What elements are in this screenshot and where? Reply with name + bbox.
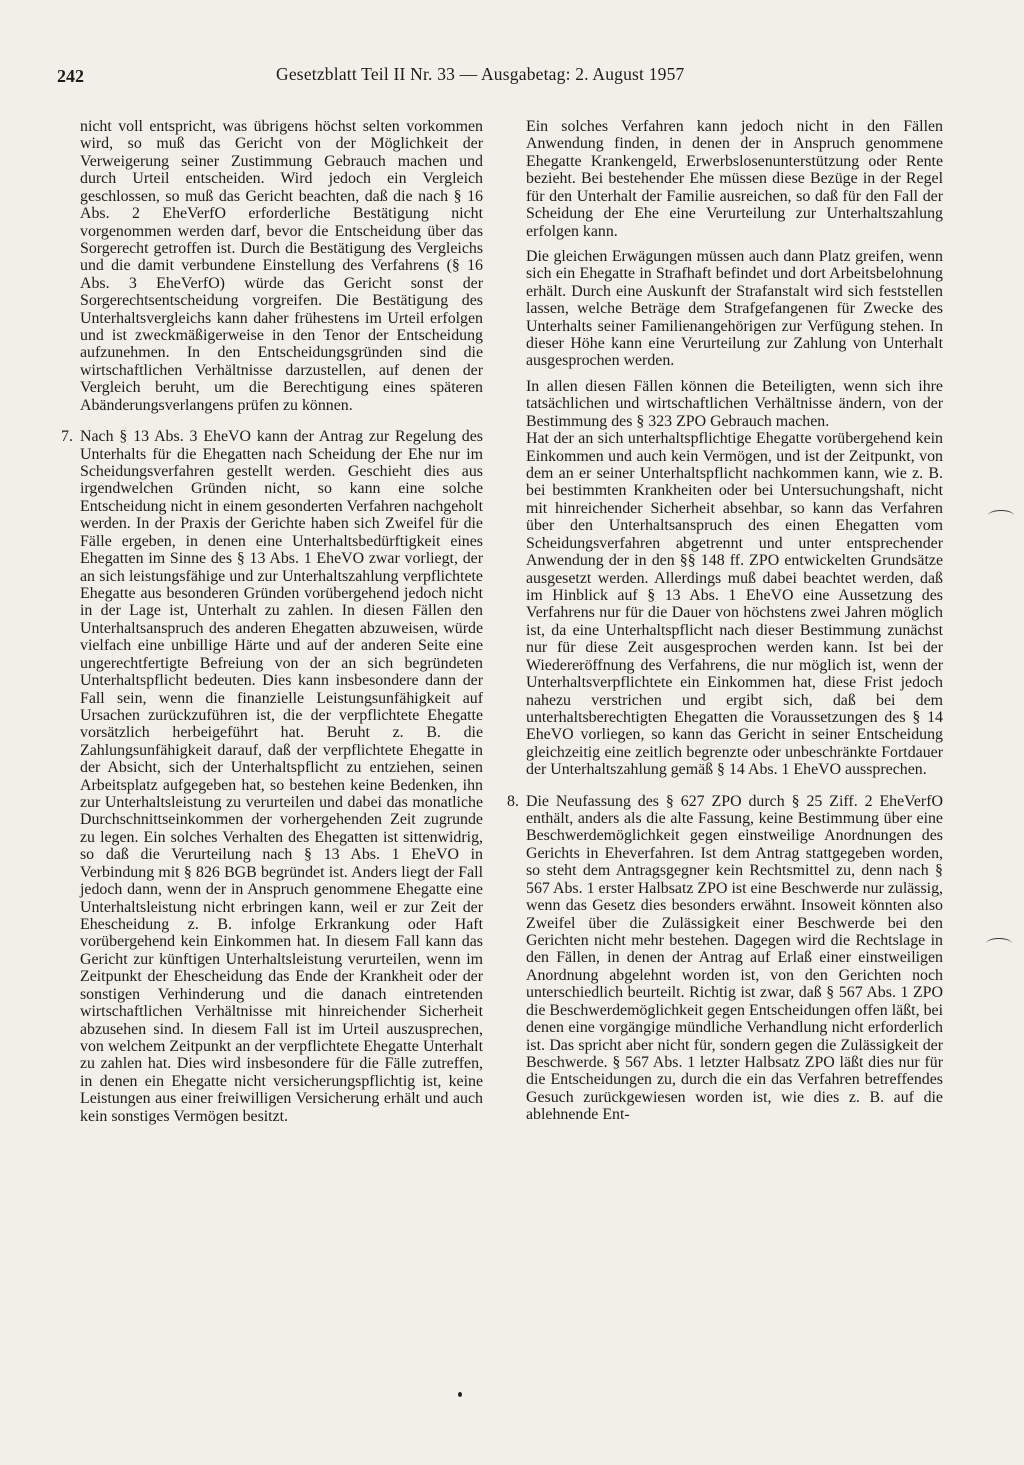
page-number: 242 [57, 66, 84, 86]
right-paragraph-1: Ein solches Verfahren kann jedoch nicht in den Fällen Anwendung finden, in denen der in Anspruch genommene Ehegatte Krankengeld, Erwerbslosenunterstützung oder Rente bezieht. Bei bestehender Ehe müssen diese Bezüge in der Regel für den Unterhalt der Familie ausreichen, so daß für den Fall der Scheidung der Ehe eine Verurteilung zur Unterhaltszahlung erfolgen kann. [526, 118, 943, 240]
item-8 [507, 793, 943, 1124]
page-header: Gesetzblatt Teil II Nr. 33 — Ausgabetag: 2. August 1957 [276, 64, 685, 84]
margin-mark-lower [986, 938, 1012, 949]
right-paragraph-3: In allen diesen Fällen können die Beteiligten, wenn sich ihre tatsächlichen und wirtschaftlichen Verhältnisse ändern, von der Bestimmung des § 323 ZPO Gebrauch machen. [526, 377, 943, 430]
item-8-number: 8. [507, 792, 519, 810]
right-paragraph-2: Die gleichen Erwägungen müssen auch dann Platz greifen, wenn sich ein Ehegatte in Strafhaft befindet und dort Arbeitsbelohnung erhält. Durch eine Auskunft der Strafanstalt wird sich feststellen lassen, welche Beträge dem Strafgefangenen für Zwecke des Unterhalts seiner Familienangehörigen zur Verfügung stehen. In dieser Höhe kann eine Verurteilung zur Zahlung von Unterhalt ausgesprochen werden. [526, 247, 943, 370]
item-7-number: 7. [61, 428, 73, 446]
margin-mark-upper [988, 510, 1014, 521]
item-8-text: Die Neufassung des § 627 ZPO durch § 25 Ziff. 2 EheVerfO enthält, anders als die alte Fassung, keine Bestimmung über eine Beschwerdemöglichkeit gegen einstweilige Anordnungen des Gerichts in Eheverfahren. Ist dem Antrag stattgegeben worden, so steht dem Antragsgegner kein Rechtsmittel zu, denn nach § 567 Abs. 1 erster Halbsatz ZPO ist eine Beschwerde nur zulässig, wenn das Gesetz dies besonders erwähnt. Insoweit könnten also Zweifel über die Zulässigkeit einer Beschwerde bei den Gerichten nicht mehr bestehen. Dagegen wird die Rechtslage in den Fällen, in denen der Antrag auf Erlaß einer einstweiligen Anordnung abgelehnt worden ist, von den Gerichten noch unterschiedlich beurteilt. Richtig ist zwar, daß § 567 Abs. 1 ZPO die Beschwerdemöglichkeit gegen Entscheidungen offen läßt, bei denen eine vorgängige mündliche Verhandlung nicht erforderlich ist. Das spricht aber nicht für, sondern gegen die Zulässigkeit der Beschwerde. § 567 Abs. 1 letzter Halbsatz ZPO läßt dies nur für die Entscheidungen zu, durch die ein das Verfahren betreffendes Gesuch zurückgewiesen worden ist, wie dies z. B. auf die ablehnende Ent- [526, 792, 943, 1124]
item-7-text: Nach § 13 Abs. 3 EheVO kann der Antrag zur Regelung des Unterhalts für die Ehegatten nach Scheidung der Ehe nur im Scheidungsverfahren gestellt werden. Geschieht dies aus irgendwelchen Gründen nicht, so kann eine solche Entscheidung nicht in einem gesonderten Verfahren nachgeholt werden. In der Praxis der Gerichte haben sich Zweifel für die Fälle ergeben, in denen eine Unterhaltsbedürftigkeit eines Ehegatten im Sinne des § 13 Abs. 1 EheVO zwar vorliegt, der an sich leistungsfähige und zur Unterhaltszahlung verpflichtete Ehegatte aus besonderen Gründen vorübergehend jedoch nicht in der Lage ist, Unterhalt zu zahlen. In diesen Fällen den Unterhaltsanspruch des anderen Ehegatten abzuweisen, würde vielfach eine unbillige Härte und auf der anderen Seite eine ungerechtfertigte Befreiung von der an sich begründeten Unterhaltspflicht bedeuten. Dies kann insbesondere dann der Fall sein, wenn die finanzielle Leistungsunfähigkeit auf Ursachen zurückzuführen ist, die der verpflichtete Ehegatte vorsätzlich herbeigeführt hat. Beruht z. B. die Zahlungsunfähigkeit darauf, daß der verpflichtete Ehegatte in der Absicht, sich der Unterhaltspflicht zu entziehen, seinen Arbeitsplatz aufgegeben hat, so bestehen keine Bedenken, ihn zur Unterhaltsleistung zu verurteilen und dabei das monatliche Durchschnittseinkommen der vorhergehenden Zeit zugrunde zu legen. Ein solches Verhalten des Ehegatten ist sittenwidrig, so daß die Verurteilung nach § 13 Abs. 1 EheVO in Verbindung mit § 826 BGB begründet ist. Anders liegt der Fall jedoch dann, wenn der in Anspruch genommene Ehegatte eine Unterhaltsleistung nicht erbringen kann, weil er zur Zeit der Ehescheidung z. B. infolge Erkrankung oder Haft vorübergehend kein Einkommen hat. In diesem Fall kann das Gericht zur künftigen Unterhaltsleistung verurteilen, wenn im Zeitpunkt der Ehescheidung das Ende der Krankheit oder der sonstigen Verhinderung und die danach eintretenden wirtschaftlichen Verhältnisse mit hinreichender Sicherheit abzusehen sind. In diesem Fall ist im Urteil auszusprechen, von welchem Zeitpunkt an der verpflichtete Ehegatte Unterhalt zu zahlen hat. Dies wird insbesondere für die Fälle zutreffen, in denen ein Ehegatte nicht versicherungspflichtig ist, keine Leistungen aus einer freiwilligen Versicherung erhält und auch kein sonstiges Vermögen besitzt. [80, 428, 483, 1125]
right-column [507, 118, 943, 1124]
left-paragraph-1: nicht voll entspricht, was übrigens höchst selten vorkommen wird, so muß das Gericht von der Möglichkeit der Verweigerung seiner Zustimmung Gebrauch machen und durch Urteil entscheiden. Wird jedoch ein Vergleich geschlossen, so muß das Gericht beachten, daß die nach § 16 Abs. 2 EheVerfO erforderliche Bestätigung nicht vorgenommen werden darf, bevor die Entscheidung über das Sorgerecht getroffen ist. Durch die Bestätigung des Vergleichs und die damit verbundene Einstellung des Verfahrens (§ 16 Abs. 3 EheVerfO) würde das Gericht sonst der Sorgerechtsentscheidung vorgreifen. Die Bestätigung des Unterhaltsvergleichs kann daher frühestens im Urteil erfolgen und ist zweckmäßigerweise in den Tenor der Entscheidung aufzunehmen. In den Entscheidungsgründen sind die wirtschaftlichen Verhältnisse darzustellen, auf denen der Vergleich beruht, um die Berechtigung eines späteren Abänderungsverlangens prüfen zu können. [80, 118, 483, 414]
scan-dot [458, 1392, 462, 1397]
item-7 [61, 428, 483, 1125]
right-paragraph-4: Hat der an sich unterhaltspflichtige Ehegatte vorübergehend kein Einkommen und auch kein Vermögen, und ist der Zeitpunkt, von dem an er seiner Unterhaltspflicht nachkommen kann, wie z. B. bei bestimmten Krankheiten oder bei Untersuchungshaft, nicht mit hinreichender Sicherheit absehbar, so kann das Verfahren über den Unterhaltsanspruch des einen Ehegatten vom Scheidungsverfahren abgetrennt und unter entsprechender Anwendung der in den §§ 148 ff. ZPO entwickelten Grundsätze ausgesetzt werden. Allerdings muß dabei beachtet werden, daß im Hinblick auf § 13 Abs. 1 EheVO eine Aussetzung des Verfahrens nur für die Dauer von höchstens zwei Jahren möglich ist, da eine Unterhaltspflicht nach dieser Bestimmung zunächst nur für diese Zeit ausgesprochen werden kann. Ist bei der Wiedereröffnung des Verfahrens, die nur möglich ist, wenn der Unterhaltsverpflichtete ein Einkommen hat, diese Frist jedoch nahezu verstrichen und ergibt sich, daß bei dem unterhaltsberechtigten Ehegatten die Voraussetzungen des § 14 EheVO vorliegen, so kann das Gericht in seiner Entscheidung gleichzeitig eine zeitlich begrenzte oder unbeschränkte Fortdauer der Unterhaltszahlung gemäß § 14 Abs. 1 EheVO aussprechen. [526, 430, 943, 779]
left-column [61, 118, 483, 1125]
